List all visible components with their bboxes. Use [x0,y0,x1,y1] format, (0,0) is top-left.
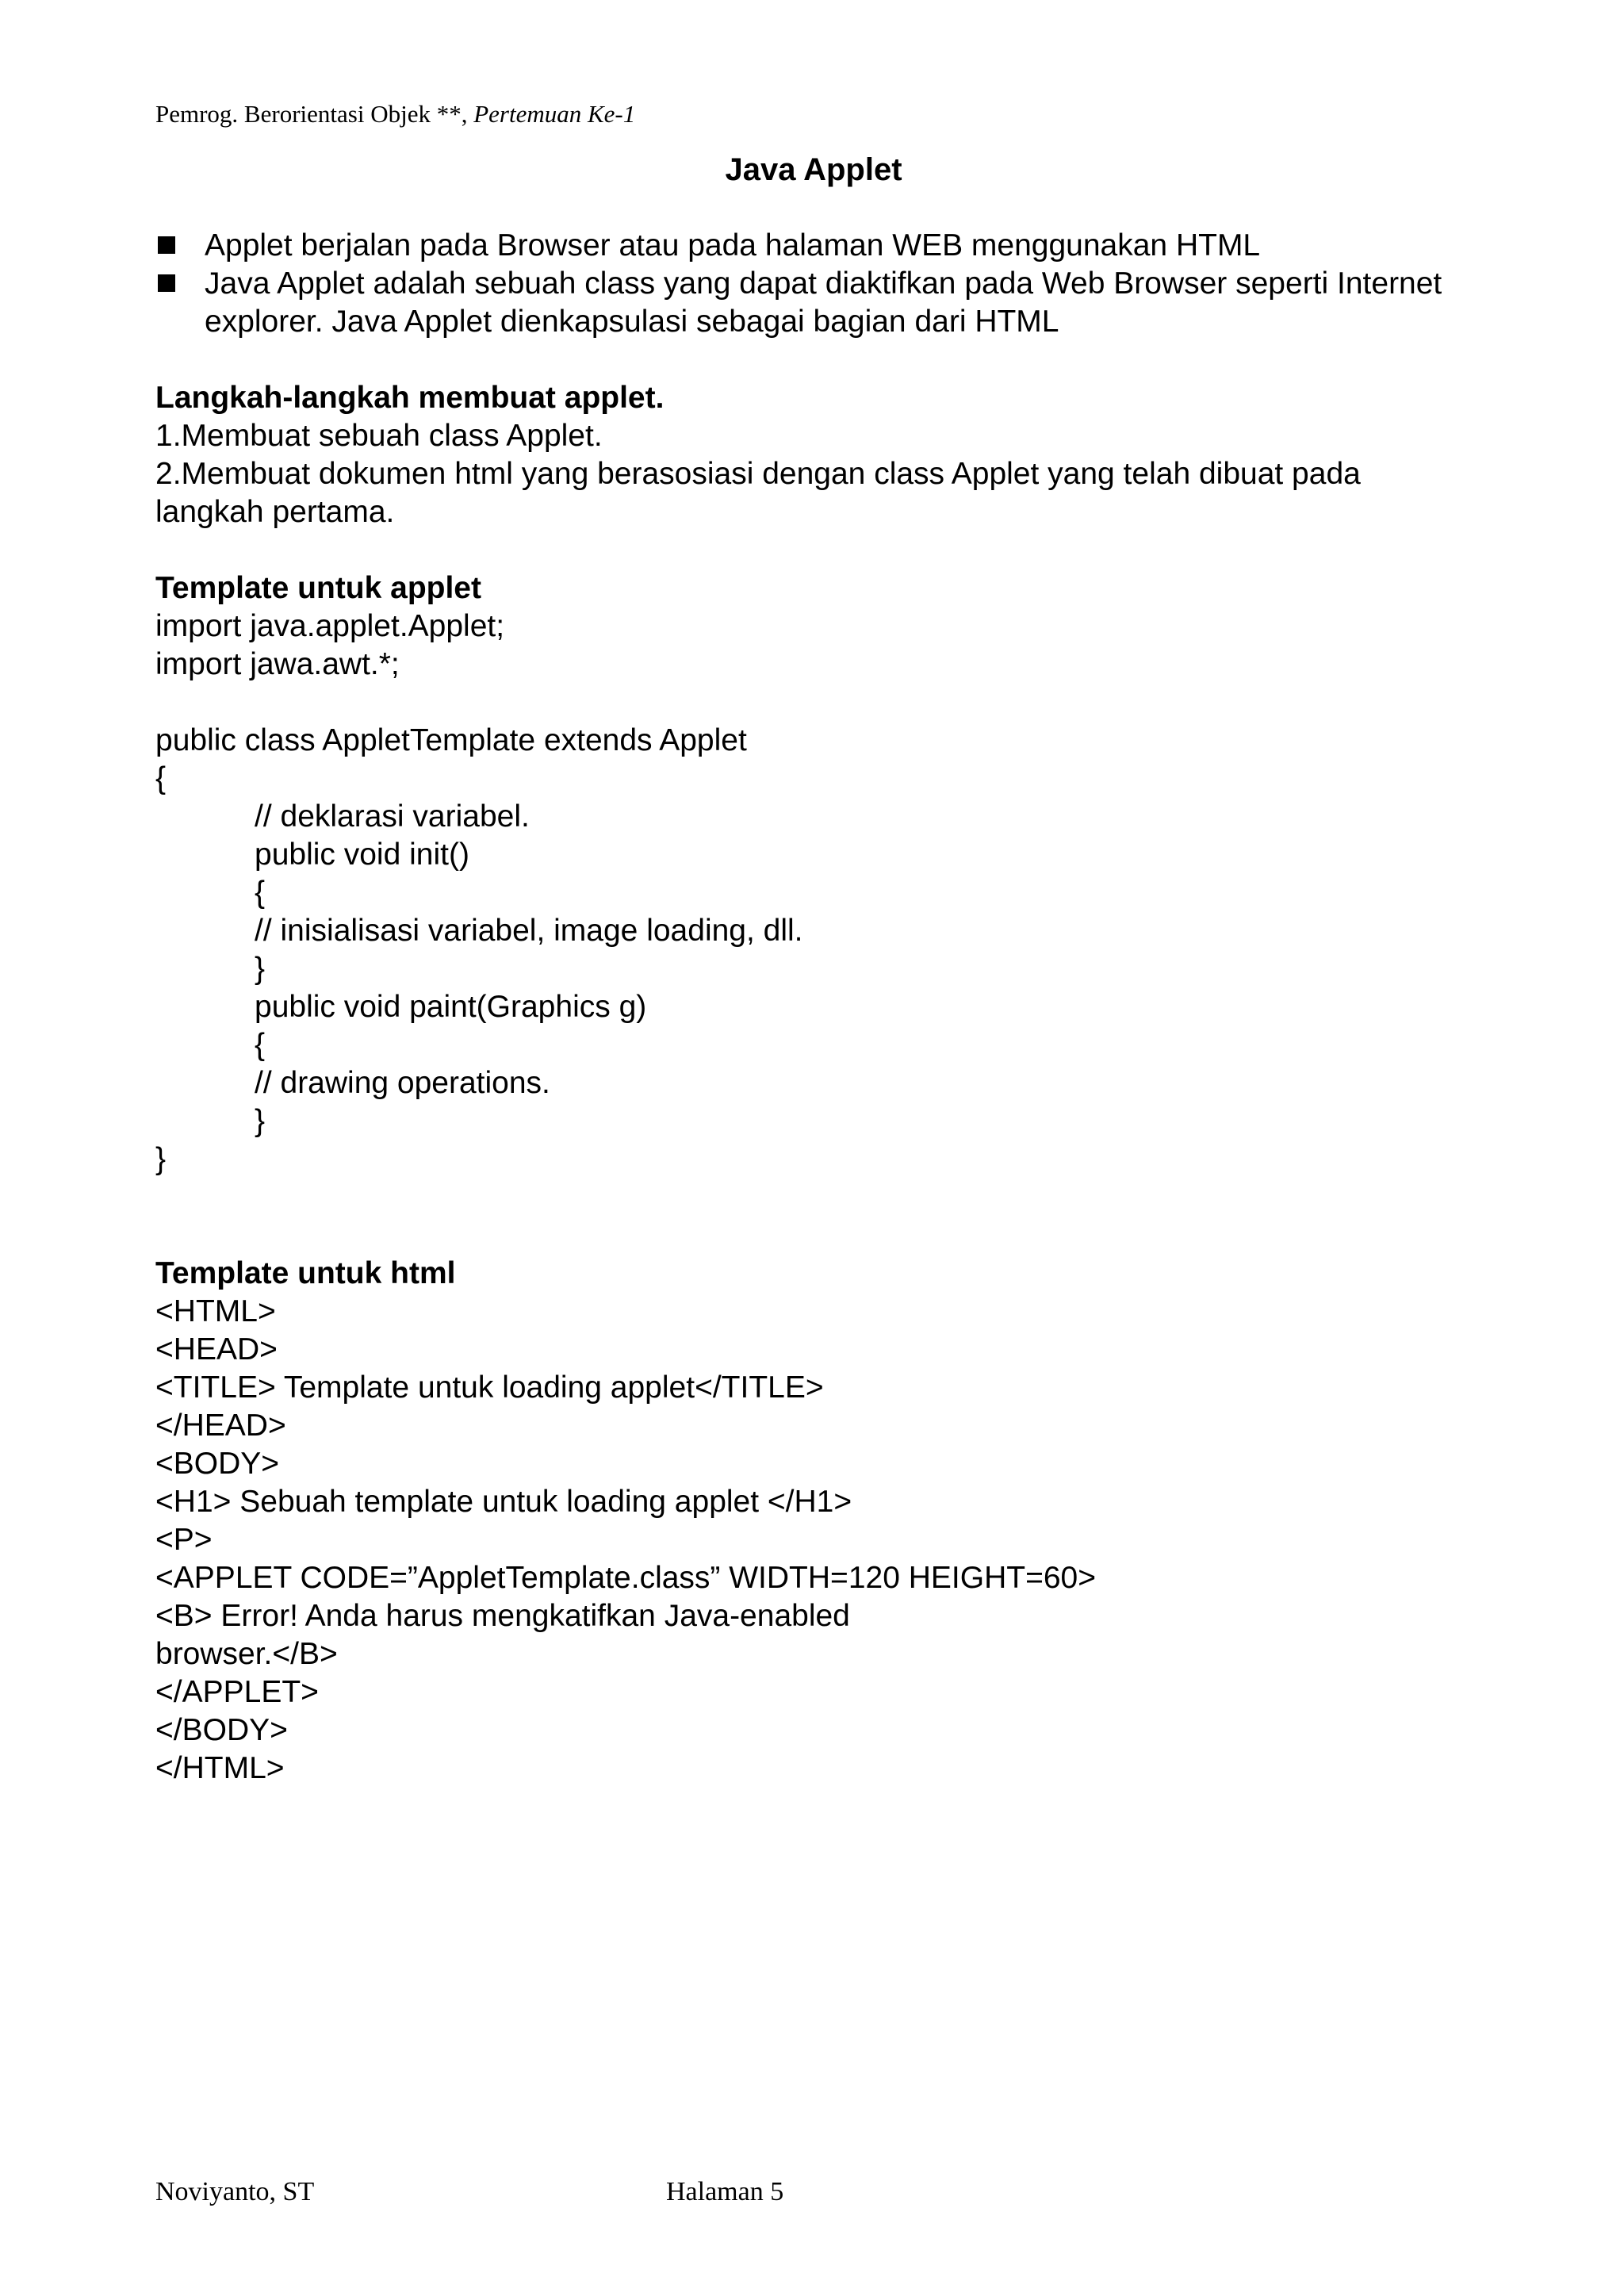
code-line: } [155,1142,167,1176]
code-line: // inisialisasi variabel, image loading, dll. [255,914,803,948]
bullet-text: Java Applet adalah sebuah class yang dapat diaktifkan pada Web Browser seperti Internet explorer. Java Applet dienkapsulasi sebagai bagian dari HTML [205,266,1442,339]
code-line: import jawa.awt.*; [155,647,400,681]
spacer [155,684,1472,722]
code-line: public class AppletTemplate extends Applet [155,723,747,757]
list-item [155,227,1472,265]
code-line: { [255,1028,266,1062]
code-line: </HEAD> [155,1409,286,1443]
code-line: <TITLE> Template untuk loading applet</TITLE> [155,1370,824,1405]
footer-page-number: Halaman 5 [666,2177,784,2206]
code-line: <APPLET CODE=”AppletTemplate.class” WIDTH=120 HEIGHT=60> [155,1561,1096,1595]
step-item: 2.Membuat dokumen html yang berasosiasi dengan class Applet yang telah dibuat pada langkah pertama. [155,457,1361,529]
code-line: public void init() [255,838,469,872]
step-item: 1.Membuat sebuah class Applet. [155,419,603,453]
code-line: <BODY> [155,1447,280,1481]
code-line: { [155,761,167,795]
header-course: Pemrog. Berorientasi Objek **, [155,100,468,128]
code-line: <HEAD> [155,1332,278,1366]
code-line: } [255,952,266,986]
code-line: public void paint(Graphics g) [255,990,647,1024]
code-line: </APPLET> [155,1675,319,1709]
page-title: Java Applet [725,152,902,187]
code-line: import java.applet.Applet; [155,609,505,643]
code-line: // deklarasi variabel. [255,799,530,834]
code-line: { [255,876,266,910]
square-bullet-icon [158,274,175,292]
code-line: <HTML> [155,1294,276,1328]
code-line: </BODY> [155,1713,288,1747]
code-line: <B> Error! Anda harus mengkatifkan Java-enabled [155,1599,850,1633]
code-line: // drawing operations. [255,1066,550,1100]
html-template-heading: Template untuk html [155,1256,456,1290]
code-line: <P> [155,1523,213,1557]
code-line: } [255,1104,266,1138]
bullet-text: Applet berjalan pada Browser atau pada halaman WEB menggunakan HTML [205,228,1261,263]
page-header [155,98,635,130]
document-body [155,151,1472,1788]
code-line: browser.</B> [155,1637,338,1671]
code-line: <H1> Sebuah template untuk loading applet </H1> [155,1485,852,1519]
steps-heading: Langkah-langkah membuat applet. [155,381,665,415]
square-bullet-icon [158,236,175,254]
list-item [155,265,1472,341]
code-line: </HTML> [155,1751,285,1785]
header-session: Pertemuan Ke-1 [473,100,636,128]
spacer [155,1179,1472,1217]
applet-template-heading: Template untuk applet [155,571,481,605]
footer-author: Noviyanto, ST [155,2177,315,2206]
bullet-list [155,227,1472,341]
